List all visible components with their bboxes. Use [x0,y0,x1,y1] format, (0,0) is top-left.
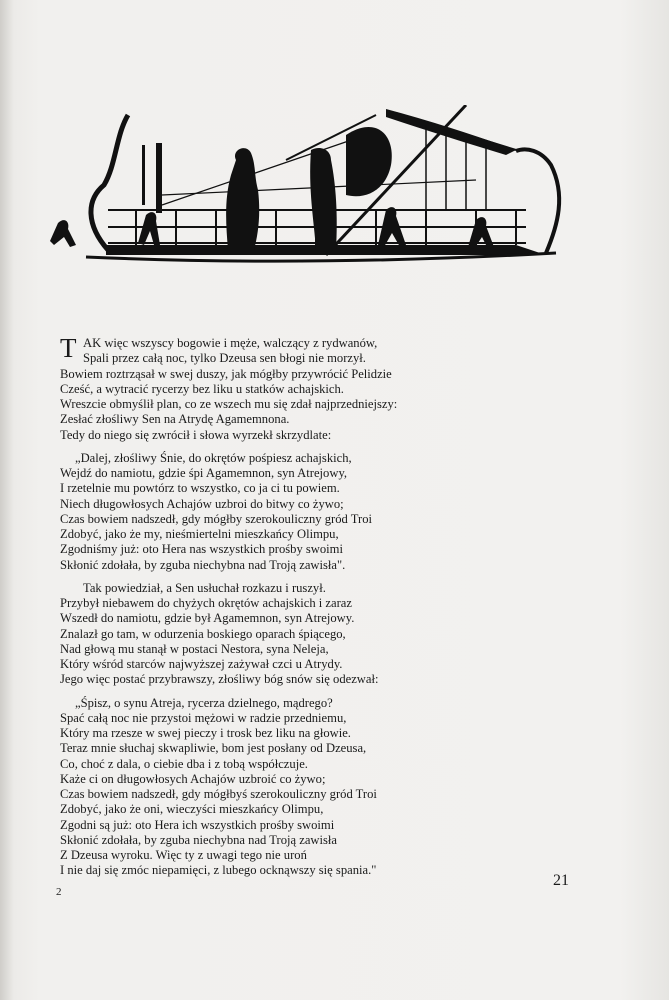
poem-line: Spać całą noc nie przystoi mężowi w radzie przedniemu, [60,710,347,725]
poem-text [60,333,480,887]
poem-line: Czas bowiem nadszedł, gdy mógłbyś szerokouliczny gród Troi [60,787,377,801]
poem-line: Wszedł do namiotu, gdzie był Agamemnon, syn Atrejowy. [60,611,355,626]
poem-line: Nad głową mu stanął w postaci Nestora, syna Neleja, [60,641,329,656]
poem-line: Zgodni są już: oto Hera ich wszystkich prośby swoimi [60,817,335,832]
poem-line: Każe ci on długowłosych Achajów uzbroić co żywo; [60,771,326,786]
poem-line: Zdobyć, jako że oni, wieczyści mieszkańcy Olimpu, [60,802,324,817]
poem-line: Który wśród starców najwyższej zażywał czci u Atrydy. [60,657,343,671]
poem-line: Jego więc postać przybrawszy, złośliwy bóg snów się odezwał: [60,672,379,687]
poem-line: Czas bowiem nadszedł, gdy mógłby szerokouliczny gród Troi [60,511,373,526]
poem-line: Znalazł go tam, w odurzenia boskiego oparach śpiącego, [60,626,346,641]
poem-line: Teraz mnie słuchaj skwapliwie, bom jest posłany od Dzeusa, [60,741,367,756]
drop-cap: T [60,333,77,363]
poem-line: Zdobyć, jako że my, nieśmiertelni mieszkańcy Olimpu, [60,527,339,541]
poem-line: Tak powiedział, a Sen usłuchał rozkazu i ruszył. [83,580,326,595]
poem-line: Wreszcie obmyślił plan, co ze wszech mu się zdał najprzedniejszy: [60,397,398,411]
stanza-4 [60,696,480,879]
page-number: 21 [553,872,569,889]
poem-line: Który ma rzesze w swej pieczy i trosk bez liku na głowie. [60,726,351,740]
poem-line: Z Dzeusa wyroku. Więc ty z uwagi tego nie uroń [60,848,307,862]
signature-mark: 2 [56,886,62,898]
poem-line: Zesłać złośliwy Sen na Atrydę Agamemnona. [60,412,290,427]
stanza-2 [60,451,480,573]
poem-line: Przybył niebawem do chyżych okrętów achajskich i zaraz [60,596,352,610]
poem-line: „Śpisz, o synu Atreja, rycerza dzielnego, mądrego? [75,695,333,710]
poem-line: Skłonić zdołała, by zguba niechybna nad Troją zawisła". [60,557,346,572]
greek-ship-warriors-silhouette-icon [46,105,568,265]
poem-line: Bowiem roztrząsał w swej duszy, jak mógłby przywrócić Pelidzie [60,366,392,381]
line-text: AK więc wszyscy bogowie i męże, walczący z rydwanów, [83,336,378,350]
poem-line: Zgodniśmy już: oto Hera nas wszystkich prośby swoimi [60,542,343,557]
stanza-3 [60,581,480,688]
poem-line: Skłonić zdołała, by zguba niechybna nad Troją zawisła [60,832,337,847]
poem-line: Tedy do niego się zwrócił i słowa wyrzekł skrzydlate: [60,427,332,442]
poem-line: Wejdź do namiotu, gdzie śpi Agamemnon, syn Atrejowy, [60,466,348,480]
stanza-1 [60,333,480,443]
poem-line: I nie daj się zmóc niepamięci, z lubego ocknąwszy się spania." [60,863,377,878]
poem-line: Co, choć z dala, o ciebie dba i z tobą współczuje. [60,756,308,771]
poem-line: Cześć, a wytracić rycerzy bez liku u statków achajskich. [60,381,344,396]
poem-line: Spali przez całą noc, tylko Dzeusa sen błogi nie morzył. [83,351,366,366]
poem-line: „Dalej, złośliwy Śnie, do okrętów pośpiesz achajskich, [75,450,352,465]
poem-line: I rzetelnie mu powtórz to wszystko, co ja ci tu powiem. [60,481,340,496]
poem-line: Niech długowłosych Achajów uzbroi do bitwy co żywo; [60,496,344,511]
